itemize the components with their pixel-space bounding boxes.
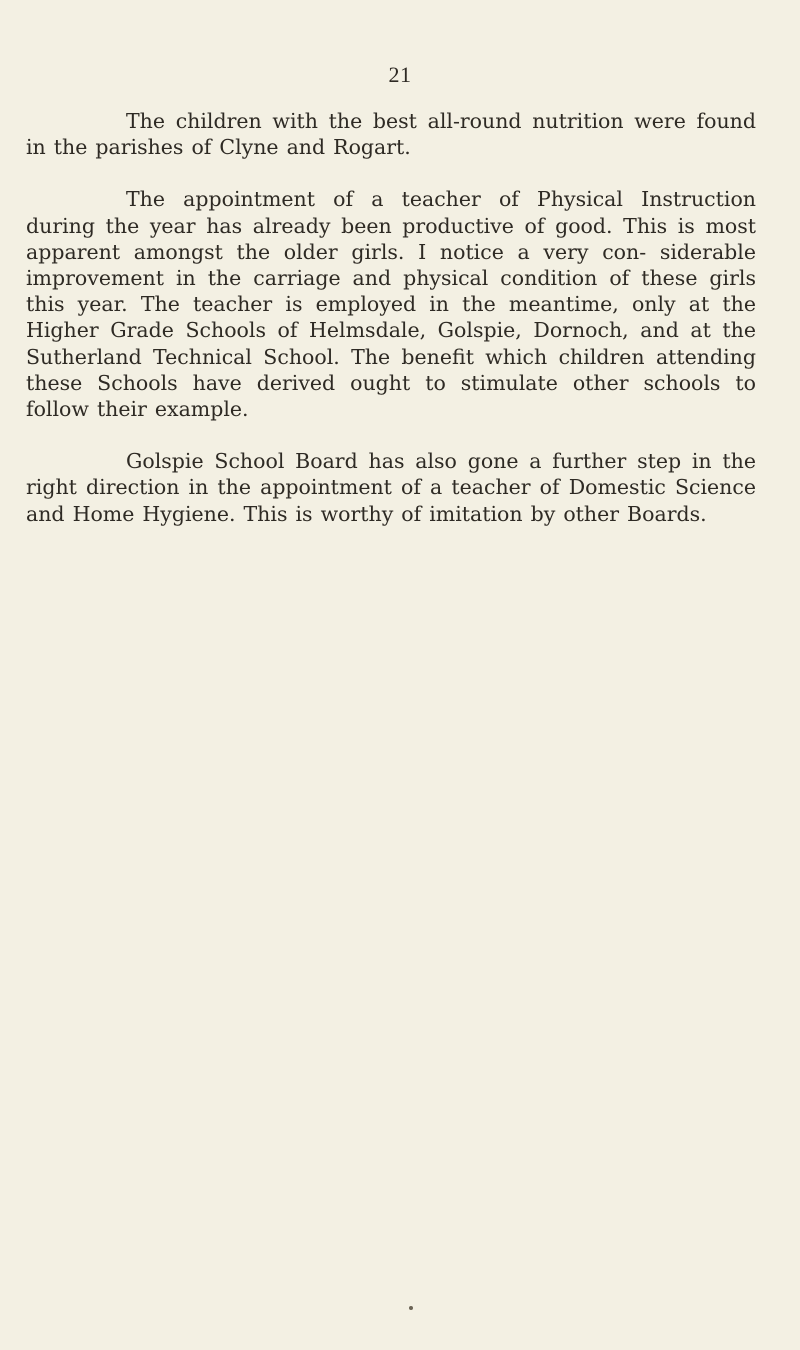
body-text: [26, 108, 756, 553]
page-number: 21: [388, 62, 412, 87]
paragraph-nutrition: The children with the best all-round nutrition were found in the parishes of Clyne and Rogart.: [26, 109, 756, 160]
paragraph-domestic-science: Golspie School Board has also gone a further step in the right direction in the appointment of a teacher of Domestic Science and Home Hygiene. This is worthy of imitation by other Boards.: [26, 449, 756, 526]
paper-speck: [409, 1306, 413, 1310]
paragraph-physical-instruction: The appointment of a teacher of Physical Instruction during the year has already been productive of good. This is most apparent amongst the older girls. I notice a very con- siderable improvement in the carriage and physical condition of these girls this year. The teacher is employed in the meantime, only at the Higher Grade Schools of Helmsdale, Golspie, Dornoch, and at the Sutherland Technical School. The benefit which children attending these Schools have derived ought to stimulate other schools to follow their example.: [26, 187, 756, 422]
